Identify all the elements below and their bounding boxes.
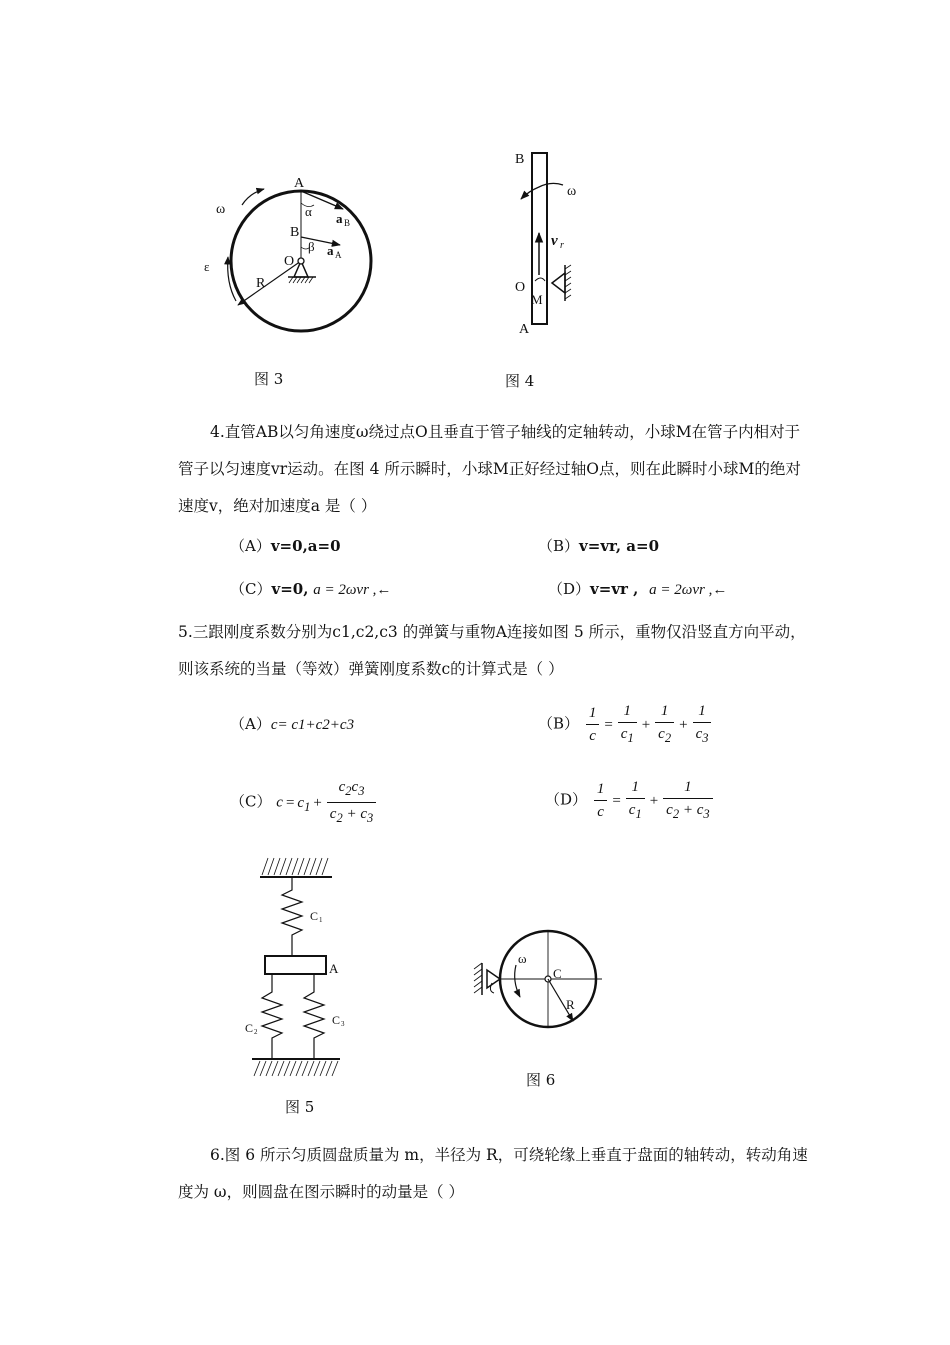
label-c3-sub: 3 [341,1020,345,1028]
spring-c3 [304,974,324,1059]
label-c1-sub: 1 [319,916,323,924]
label-c3: C [332,1013,341,1027]
question-4-text: 4.直管AB以匀角速度ω绕过点O且垂直于管子轴线的定轴转动，小球M在管子内相对于管子以匀速度vr运动。在图 4 所示瞬时，小球M正好经过轴O点，则在此瞬时小球M的绝对速度v，绝对加速度a 是（ ） [178,423,801,515]
label-M: M [531,292,543,307]
question-6-text: 6.图 6 所示匀质圆盘质量为 m，半径为 R，可绕轮缘上垂直于盘面的轴转动，转动角速度为 ω，则圆盘在图示瞬时的动量是（ ） [178,1146,808,1201]
label-A: A [294,176,305,191]
label-omega: ω [567,184,577,199]
label-O: O [515,280,526,295]
q5-option-D[interactable]: （D） $\frac{1}{c}$ = $\frac{1}{c_1}$ + $\frac{1}{c_2 + c_3}$ [545,776,715,825]
label-R: R [256,276,266,291]
figure-3-caption: 图 3 [254,370,284,388]
q4-option-D[interactable]: （D）v=vr , a = 2ωvr ,← [548,580,728,598]
q4-option-A[interactable]: （A）v=0,a=0 [230,537,341,555]
label-aA-sub: A [335,250,342,260]
label-omega: ω [216,202,226,217]
spring-c2 [262,974,282,1059]
label-c2-sub: 2 [254,1028,258,1036]
question-5-text: 5.三跟刚度系数分别为c1,c2,c3 的弹簧与重物A连接如图 5 所示，重物仅沿竖直方向平动，则该系统的当量（等效）弹簧刚度系数c的计算式是（ ） [178,623,806,678]
figure-4-caption: 图 4 [505,372,535,390]
q5-option-B[interactable]: （B） $\frac{1}{c}$ = $\frac{1}{c_1}$ + $\frac{1}{c_2}$ + $\frac{1}{c_3}$ [538,700,713,749]
figure-5-diagram [240,852,360,1082]
label-aB-sub: B [344,218,351,228]
figure-4-diagram [505,145,605,345]
label-A: A [519,322,530,337]
label-C: C [553,966,562,981]
label-R: R [566,997,575,1012]
spring-c1 [282,877,302,956]
label-alpha: α [305,204,312,219]
pin-support [487,970,500,988]
label-vr-sub: r [560,240,564,251]
q5-option-C[interactable]: （C） $c = c_1$ + $\frac{c_2c_3}{c_2 + c_3}$ [230,776,378,829]
label-c2: C [245,1021,254,1035]
label-vr: v [551,233,558,249]
label-A: A [329,961,339,976]
label-omega: ω [518,951,527,966]
label-aB: a [336,211,343,226]
q4-option-C[interactable]: （C）v=0, a = 2ωvr ,← [230,580,392,598]
label-B: B [290,225,300,240]
figure-3-diagram [190,165,390,355]
label-aA: a [327,243,334,258]
label-B: B [515,152,525,167]
label-beta: β [308,239,315,254]
figure-5-caption: 图 5 [285,1098,315,1116]
figure-6-diagram [470,925,610,1035]
q4-option-B[interactable]: （B）v=vr, a=0 [538,537,660,555]
label-c1: C [310,909,319,923]
label-O: O [284,254,295,269]
pin-support-O [552,273,565,293]
block-A [265,956,326,974]
figure-6-caption: 图 6 [526,1071,556,1089]
omega-rotation-arrow [515,965,520,997]
q5-option-A[interactable]: （A）c= c1+c2+c3 [230,715,355,733]
acceleration-aA-arrow [301,237,340,245]
label-epsilon: ε [204,259,210,274]
